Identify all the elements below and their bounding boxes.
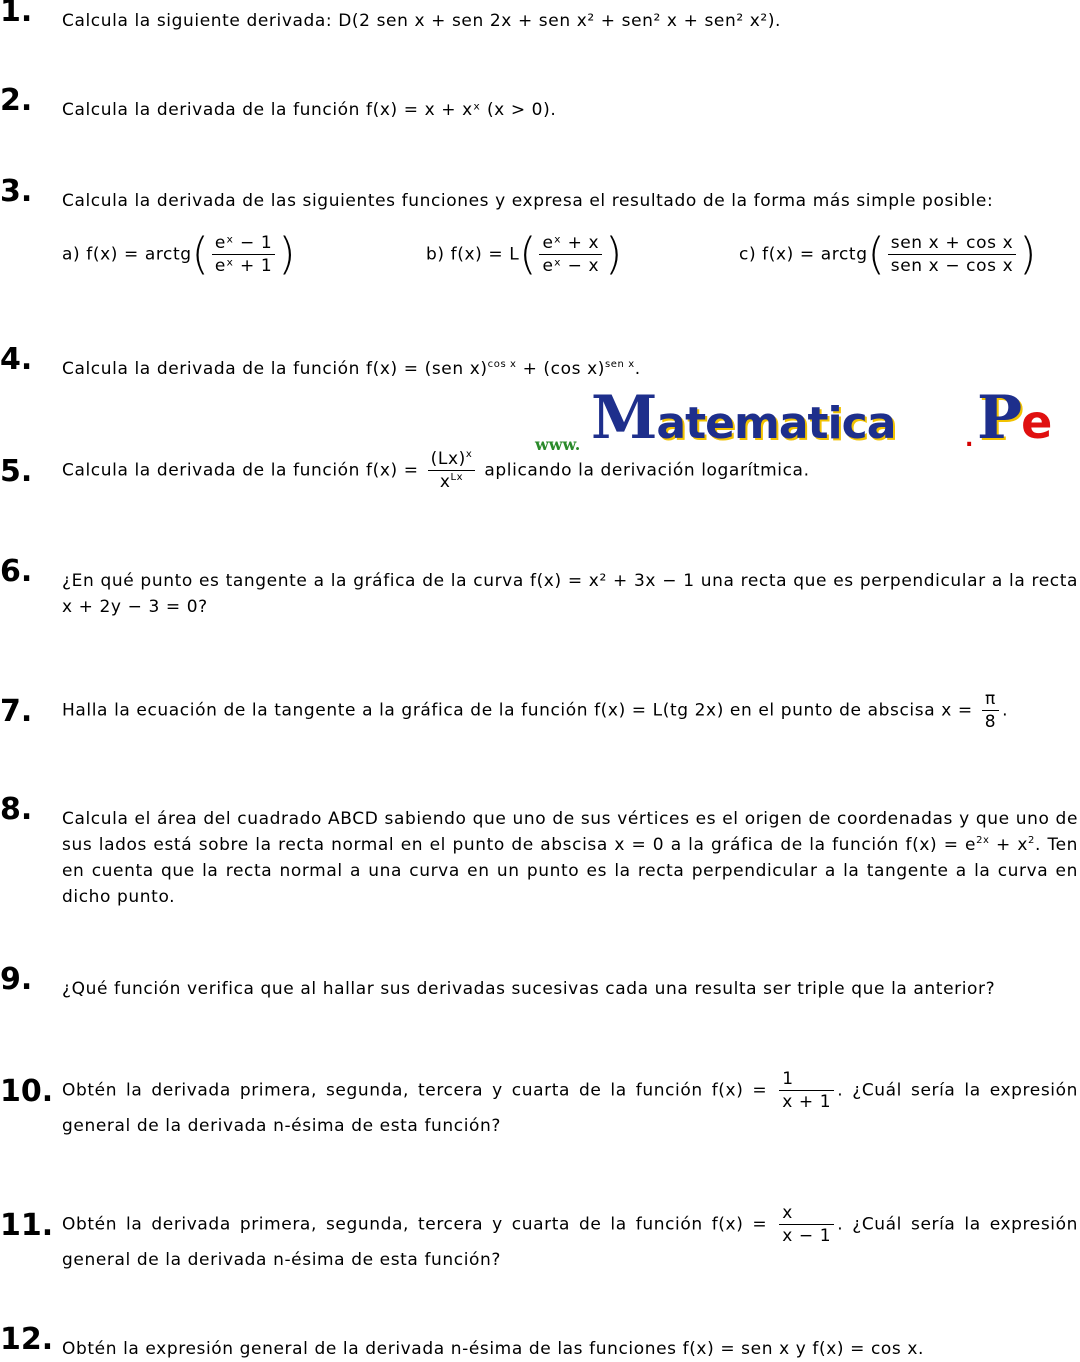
denominator: $x^{Lx}$ [439, 472, 464, 492]
numerator: eˣ + x [539, 232, 602, 255]
problem-number: 8. [0, 792, 33, 827]
problem-text: Calcula la derivada de la función f(x) = (sen x)$^{cos x}$ + (cos x)$^{sen x}$. [62, 359, 641, 379]
right-paren: ) [605, 228, 623, 280]
fraction [539, 232, 602, 277]
denominator: x + 1 [782, 1092, 832, 1112]
problem-3c [739, 228, 1037, 280]
problem-number: 2. [0, 83, 33, 118]
problem-number: 12. [0, 1322, 54, 1357]
problem-3a [62, 228, 296, 280]
problem-text: Halla la ecuación de la tangente a la gráfica de la función f(x) = L(tg 2x) en el punto de abscisa x = $\frac{\pi}{8}$ . [62, 689, 1009, 732]
problem-text: Calcula el área del cuadrado ABCD sabiendo que uno de sus vértices es el origen de coordenadas y que uno de sus lados está sobre la recta normal en el punto de abscisa x = 0 a la gráfica de la función $f(x) = e^{2x} + x^2$. Ten en cuenta que la recta normal a una curva en un punto es la recta perpendicular a la tangente a la curva en dicho punto. [62, 809, 1079, 907]
denominator: 8 [984, 712, 997, 732]
fraction [212, 232, 275, 277]
numerator: $(Lx)^x$ [428, 448, 476, 471]
problem-number: 1. [0, 0, 33, 29]
logo-www: www. [535, 435, 581, 454]
problem-text: Obtén la derivada primera, segunda, tercera y cuarta de la función f(x) = $\frac{x}{x - 1}$ . ¿Cuál sería la expresión general de la derivada n-ésima de esta función? [62, 1203, 1078, 1270]
problem-text: Calcula la derivada de la función f(x) = x + xˣ (x > 0). [62, 100, 557, 120]
problem-number: 11. [0, 1208, 54, 1243]
left-paren: ( [191, 228, 209, 280]
left-paren: ( [519, 228, 537, 280]
problem-number: 10. [0, 1074, 54, 1109]
logo-pe: Pe [977, 383, 1052, 453]
problem-text: Obtén la derivada primera, segunda, tercera y cuarta de la función f(x) = $\frac{1}{x + 1}$ . ¿Cuál sería la expresión general de la derivada n-ésima de esta función? [62, 1069, 1078, 1136]
fraction [428, 448, 476, 493]
logo-dot: . [965, 427, 974, 452]
problem-number: 6. [0, 554, 33, 589]
part-label: c) f(x) = arctg [739, 244, 868, 265]
denominator: x − 1 [782, 1226, 832, 1246]
denominator: eˣ + 1 [214, 256, 273, 276]
part-label: b) f(x) = L [426, 244, 520, 265]
logo-brand: Matematica [591, 383, 896, 453]
fraction [779, 1202, 834, 1247]
problem-text: ¿Qué función verifica que al hallar sus derivadas sucesivas cada una resulta ser triple que la anterior? [62, 979, 996, 999]
right-paren: ) [1019, 228, 1037, 280]
problem-number: 4. [0, 342, 33, 377]
fraction [982, 688, 999, 733]
problem-text: Calcula la derivada de las siguientes funciones y expresa el resultado de la forma más simple posible: [62, 191, 994, 211]
denominator: eˣ − x [542, 256, 600, 276]
problem-number: 9. [0, 962, 33, 997]
part-label: a) f(x) = arctg [62, 244, 192, 265]
problem-3b [426, 228, 623, 280]
left-paren: ( [867, 228, 885, 280]
problem-number: 7. [0, 694, 33, 729]
problem-text: Obtén la expresión general de la derivada n-ésima de las funciones f(x) = sen x y f(x) = cos x. [62, 1339, 925, 1359]
fraction [888, 232, 1016, 277]
problem-text: Calcula la derivada de la función f(x) = $\frac{(Lx)^x}{x^{Lx}}$ aplicando la derivación logarítmica. [62, 449, 810, 492]
numerator: eˣ − 1 [212, 232, 275, 255]
problem-text: ¿En qué punto es tangente a la gráfica de la curva f(x) = x² + 3x − 1 una recta que es perpendicular a la recta x + 2y − 3 = 0? [62, 571, 1078, 617]
right-paren: ) [278, 228, 296, 280]
problem-number: 3. [0, 174, 33, 209]
numerator: 1 [779, 1068, 834, 1091]
problem-number: 5. [0, 454, 33, 489]
problem-text: Calcula la siguiente derivada: D(2 sen x + sen 2x + sen x² + sen² x + sen² x²). [62, 11, 782, 31]
numerator: sen x + cos x [888, 232, 1016, 255]
numerator: x [779, 1202, 834, 1225]
numerator: π [982, 688, 999, 711]
fraction [779, 1068, 834, 1113]
denominator: sen x − cos x [890, 256, 1014, 276]
